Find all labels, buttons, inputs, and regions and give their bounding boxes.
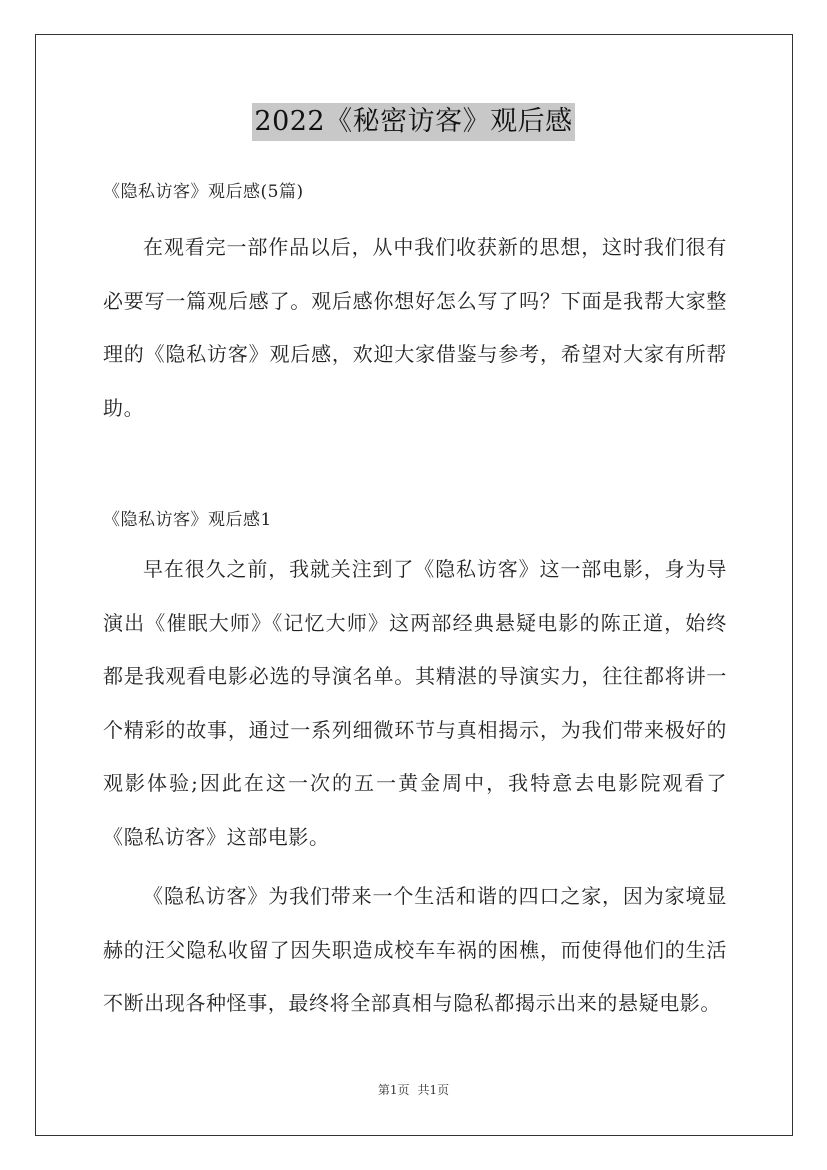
page-number-current: 第1页 bbox=[377, 1083, 410, 1097]
body-paragraph-1: 早在很久之前，我就关注到了《隐私访客》这一部电影，身为导演出《催眠大师》《记忆大师》这两部经典悬疑电影的陈正道，始终都是我观看电影必选的导演名单。其精湛的导演实力，往往都将讲一个精彩的故事，通过一系列细微环节与真相揭示，为我们带来极好的观影体验;因此在这一次的五一黄金周中，我特意去电影院观看了《隐私访客》这部电影。 bbox=[103, 557, 727, 849]
page-number-total: 共1页 bbox=[417, 1083, 450, 1097]
intro-paragraph: 在观看完一部作品以后，从中我们收获新的思想，这时我们很有必要写一篇观后感了。观后感你想好怎么写了吗？下面是我帮大家整理的《隐私访客》观后感，欢迎大家借鉴与参考，希望对大家有所帮助。 bbox=[103, 235, 727, 420]
document-title: 2022《秘密访客》观后感 bbox=[252, 103, 574, 141]
title-container bbox=[0, 103, 827, 141]
section-heading: 《隐私访客》观后感1 bbox=[103, 510, 272, 530]
page-footer bbox=[0, 1082, 827, 1098]
body-paragraph-2: 《隐私访客》为我们带来一个生活和谐的四口之家，因为家境显赫的汪父隐私收留了因失职造成校车车祸的困樵，而使得他们的生活不断出现各种怪事，最终将全部真相与隐私都揭示出来的悬疑电影。 bbox=[103, 884, 727, 1015]
document-subtitle: 《隐私访客》观后感(5篇) bbox=[103, 182, 304, 202]
